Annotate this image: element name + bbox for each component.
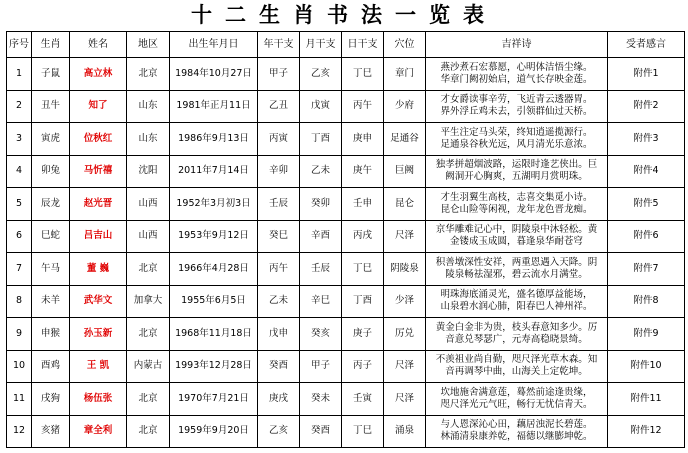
month-ganzhi-cell: 丁酉 bbox=[300, 123, 342, 156]
birth-date-cell: 1953年9月12日 bbox=[170, 220, 258, 253]
poem-cell: 独孝拼超烟波路，运限时逢艺侠出。巨 阙洞开心胸爽，五湖明月赏明珠。 bbox=[426, 155, 608, 188]
year-ganzhi-cell: 辛卯 bbox=[258, 155, 300, 188]
day-ganzhi-cell: 丁酉 bbox=[342, 285, 384, 318]
column-header-no: 序号 bbox=[7, 32, 32, 58]
name-cell: 知了 bbox=[70, 90, 127, 123]
name-cell: 赵光晋 bbox=[70, 188, 127, 221]
feedback-cell: 附件12 bbox=[608, 415, 685, 448]
column-header-name: 姓名 bbox=[70, 32, 127, 58]
table-body bbox=[7, 58, 685, 448]
column-header-year-ganzhi: 年干支 bbox=[258, 32, 300, 58]
row-number: 4 bbox=[7, 155, 32, 188]
year-ganzhi-cell: 乙亥 bbox=[258, 415, 300, 448]
feedback-cell: 附件8 bbox=[608, 285, 685, 318]
acupoint-cell: 昆仑 bbox=[384, 188, 426, 221]
feedback-cell: 附件10 bbox=[608, 350, 685, 383]
zodiac-cell: 子鼠 bbox=[32, 58, 70, 91]
birth-date-cell: 1981年正月11日 bbox=[170, 90, 258, 123]
feedback-cell: 附件7 bbox=[608, 253, 685, 286]
birth-date-cell: 1959年9月20日 bbox=[170, 415, 258, 448]
day-ganzhi-cell: 丙子 bbox=[342, 350, 384, 383]
table-row bbox=[7, 415, 685, 448]
row-number: 10 bbox=[7, 350, 32, 383]
table-row bbox=[7, 90, 685, 123]
table-row bbox=[7, 155, 685, 188]
zodiac-cell: 亥猪 bbox=[32, 415, 70, 448]
table-row bbox=[7, 350, 685, 383]
birth-date-cell: 2011年7月14日 bbox=[170, 155, 258, 188]
poem-cell: 燕沙煮石宏慕愿，心明体洁悟尘缘。 华章门阙初始启，道气长存映金莲。 bbox=[426, 58, 608, 91]
day-ganzhi-cell: 庚申 bbox=[342, 123, 384, 156]
name-cell: 高立林 bbox=[70, 58, 127, 91]
year-ganzhi-cell: 癸巳 bbox=[258, 220, 300, 253]
region-cell: 山东 bbox=[127, 90, 170, 123]
feedback-cell: 附件9 bbox=[608, 318, 685, 351]
acupoint-cell: 足通谷 bbox=[384, 123, 426, 156]
year-ganzhi-cell: 乙未 bbox=[258, 285, 300, 318]
poem-cell: 与人恩深沁心田，藕居浊泥长碧莲。 林涌清泉康养乾，福德以继膨坤乾。 bbox=[426, 415, 608, 448]
zodiac-cell: 戌狗 bbox=[32, 383, 70, 416]
poem-cell: 不羡祖业尚自勤，咫尺泽光草木森。知 音再调琴中曲，山海关上定乾坤。 bbox=[426, 350, 608, 383]
row-number: 3 bbox=[7, 123, 32, 156]
table-row bbox=[7, 123, 685, 156]
zodiac-calligraphy-table bbox=[6, 31, 685, 448]
day-ganzhi-cell: 丁巳 bbox=[342, 58, 384, 91]
acupoint-cell: 厉兑 bbox=[384, 318, 426, 351]
month-ganzhi-cell: 甲子 bbox=[300, 350, 342, 383]
name-cell: 杨伍张 bbox=[70, 383, 127, 416]
month-ganzhi-cell: 乙亥 bbox=[300, 58, 342, 91]
name-cell: 孙玉新 bbox=[70, 318, 127, 351]
table-row bbox=[7, 58, 685, 91]
zodiac-cell: 辰龙 bbox=[32, 188, 70, 221]
birth-date-cell: 1984年10月27日 bbox=[170, 58, 258, 91]
month-ganzhi-cell: 癸酉 bbox=[300, 415, 342, 448]
poem-cell: 黄金白金非为贵，枝头春意知多少。厉 音意兑琴瑟广，元寿高稳晓景绮。 bbox=[426, 318, 608, 351]
region-cell: 北京 bbox=[127, 58, 170, 91]
zodiac-cell: 卯兔 bbox=[32, 155, 70, 188]
poem-cell: 才女爵读事辛劳，飞近青云透器胃。 界外浮丘鸡未去，引领群仙过天桥。 bbox=[426, 90, 608, 123]
column-header-month-ganzhi: 月干支 bbox=[300, 32, 342, 58]
table-row bbox=[7, 318, 685, 351]
feedback-cell: 附件4 bbox=[608, 155, 685, 188]
region-cell: 山西 bbox=[127, 220, 170, 253]
acupoint-cell: 尺泽 bbox=[384, 383, 426, 416]
name-cell: 董 巍 bbox=[70, 253, 127, 286]
header-row bbox=[7, 32, 685, 58]
month-ganzhi-cell: 辛巳 bbox=[300, 285, 342, 318]
birth-date-cell: 1955年6月5日 bbox=[170, 285, 258, 318]
zodiac-cell: 午马 bbox=[32, 253, 70, 286]
birth-date-cell: 1993年12月28日 bbox=[170, 350, 258, 383]
acupoint-cell: 巨阙 bbox=[384, 155, 426, 188]
poem-cell: 明珠海底涌灵光，盛名德厚益能场， 山泉碧水润心肺，阳春巴人神州祥。 bbox=[426, 285, 608, 318]
column-header-birth: 出生年月日 bbox=[170, 32, 258, 58]
feedback-cell: 附件3 bbox=[608, 123, 685, 156]
acupoint-cell: 章门 bbox=[384, 58, 426, 91]
row-number: 11 bbox=[7, 383, 32, 416]
name-cell: 吕吉山 bbox=[70, 220, 127, 253]
region-cell: 北京 bbox=[127, 253, 170, 286]
row-number: 2 bbox=[7, 90, 32, 123]
acupoint-cell: 阴陵泉 bbox=[384, 253, 426, 286]
name-cell: 马忻禧 bbox=[70, 155, 127, 188]
zodiac-cell: 酉鸡 bbox=[32, 350, 70, 383]
acupoint-cell: 尺泽 bbox=[384, 220, 426, 253]
name-cell: 位秋红 bbox=[70, 123, 127, 156]
birth-date-cell: 1970年7月21日 bbox=[170, 383, 258, 416]
column-header-acupoint: 穴位 bbox=[384, 32, 426, 58]
name-cell: 王 凯 bbox=[70, 350, 127, 383]
day-ganzhi-cell: 丁巳 bbox=[342, 253, 384, 286]
region-cell: 北京 bbox=[127, 383, 170, 416]
region-cell: 山东 bbox=[127, 123, 170, 156]
table-row bbox=[7, 285, 685, 318]
day-ganzhi-cell: 壬申 bbox=[342, 188, 384, 221]
row-number: 6 bbox=[7, 220, 32, 253]
day-ganzhi-cell: 丁巳 bbox=[342, 415, 384, 448]
row-number: 9 bbox=[7, 318, 32, 351]
feedback-cell: 附件2 bbox=[608, 90, 685, 123]
region-cell: 内蒙古 bbox=[127, 350, 170, 383]
poem-cell: 坎地施舍满意莲，蓦然前途逢贵缘， 咫尺泽光元气旺，畅行无忧信青天。 bbox=[426, 383, 608, 416]
year-ganzhi-cell: 丙寅 bbox=[258, 123, 300, 156]
column-header-region: 地区 bbox=[127, 32, 170, 58]
row-number: 8 bbox=[7, 285, 32, 318]
month-ganzhi-cell: 辛酉 bbox=[300, 220, 342, 253]
table-row bbox=[7, 253, 685, 286]
poem-cell: 平生注定马头荣，终知逍遥揽源行。 足通泉谷秋光远，风月清光乐意浓。 bbox=[426, 123, 608, 156]
year-ganzhi-cell: 乙丑 bbox=[258, 90, 300, 123]
month-ganzhi-cell: 癸未 bbox=[300, 383, 342, 416]
column-header-zodiac: 生肖 bbox=[32, 32, 70, 58]
feedback-cell: 附件5 bbox=[608, 188, 685, 221]
zodiac-cell: 寅虎 bbox=[32, 123, 70, 156]
birth-date-cell: 1968年11月18日 bbox=[170, 318, 258, 351]
row-number: 7 bbox=[7, 253, 32, 286]
year-ganzhi-cell: 庚戌 bbox=[258, 383, 300, 416]
poem-cell: 才生羽翼生高枝，志喜交集觅小诗。 昆仑山险等闲视，龙年龙色晋龙痴。 bbox=[426, 188, 608, 221]
table-row bbox=[7, 220, 685, 253]
year-ganzhi-cell: 甲子 bbox=[258, 58, 300, 91]
month-ganzhi-cell: 乙未 bbox=[300, 155, 342, 188]
region-cell: 加拿大 bbox=[127, 285, 170, 318]
poem-cell: 京华雕难记心中，阴陵泉中沐轻松。黄 金镂成玉成圆，暮逢泉华耐苍穹 bbox=[426, 220, 608, 253]
acupoint-cell: 尺泽 bbox=[384, 350, 426, 383]
month-ganzhi-cell: 癸亥 bbox=[300, 318, 342, 351]
day-ganzhi-cell: 丙午 bbox=[342, 90, 384, 123]
region-cell: 山西 bbox=[127, 188, 170, 221]
month-ganzhi-cell: 癸卯 bbox=[300, 188, 342, 221]
month-ganzhi-cell: 壬辰 bbox=[300, 253, 342, 286]
birth-date-cell: 1986年9月13日 bbox=[170, 123, 258, 156]
column-header-day-ganzhi: 日干支 bbox=[342, 32, 384, 58]
region-cell: 沈阳 bbox=[127, 155, 170, 188]
name-cell: 武华文 bbox=[70, 285, 127, 318]
row-number: 5 bbox=[7, 188, 32, 221]
column-header-poem: 吉祥诗 bbox=[426, 32, 608, 58]
poem-cell: 积善墩深性安祥，两重恩遇入天降。阴 陵泉畅祛湿邪，碧云流水月满堂。 bbox=[426, 253, 608, 286]
year-ganzhi-cell: 戊申 bbox=[258, 318, 300, 351]
table-row bbox=[7, 383, 685, 416]
year-ganzhi-cell: 丙午 bbox=[258, 253, 300, 286]
table-row bbox=[7, 188, 685, 221]
year-ganzhi-cell: 壬辰 bbox=[258, 188, 300, 221]
region-cell: 北京 bbox=[127, 415, 170, 448]
acupoint-cell: 少泽 bbox=[384, 285, 426, 318]
day-ganzhi-cell: 庚午 bbox=[342, 155, 384, 188]
day-ganzhi-cell: 丙戌 bbox=[342, 220, 384, 253]
month-ganzhi-cell: 戊寅 bbox=[300, 90, 342, 123]
zodiac-cell: 未羊 bbox=[32, 285, 70, 318]
page-title: 十二生肖书法一览表 bbox=[191, 2, 497, 27]
zodiac-cell: 申猴 bbox=[32, 318, 70, 351]
row-number: 12 bbox=[7, 415, 32, 448]
feedback-cell: 附件1 bbox=[608, 58, 685, 91]
zodiac-cell: 巳蛇 bbox=[32, 220, 70, 253]
acupoint-cell: 涌泉 bbox=[384, 415, 426, 448]
feedback-cell: 附件11 bbox=[608, 383, 685, 416]
name-cell: 章全利 bbox=[70, 415, 127, 448]
zodiac-cell: 丑牛 bbox=[32, 90, 70, 123]
acupoint-cell: 少府 bbox=[384, 90, 426, 123]
day-ganzhi-cell: 庚子 bbox=[342, 318, 384, 351]
column-header-feedback: 受者感言 bbox=[608, 32, 685, 58]
birth-date-cell: 1966年4月28日 bbox=[170, 253, 258, 286]
year-ganzhi-cell: 癸酉 bbox=[258, 350, 300, 383]
feedback-cell: 附件6 bbox=[608, 220, 685, 253]
birth-date-cell: 1952年3月初3日 bbox=[170, 188, 258, 221]
region-cell: 北京 bbox=[127, 318, 170, 351]
row-number: 1 bbox=[7, 58, 32, 91]
day-ganzhi-cell: 壬寅 bbox=[342, 383, 384, 416]
